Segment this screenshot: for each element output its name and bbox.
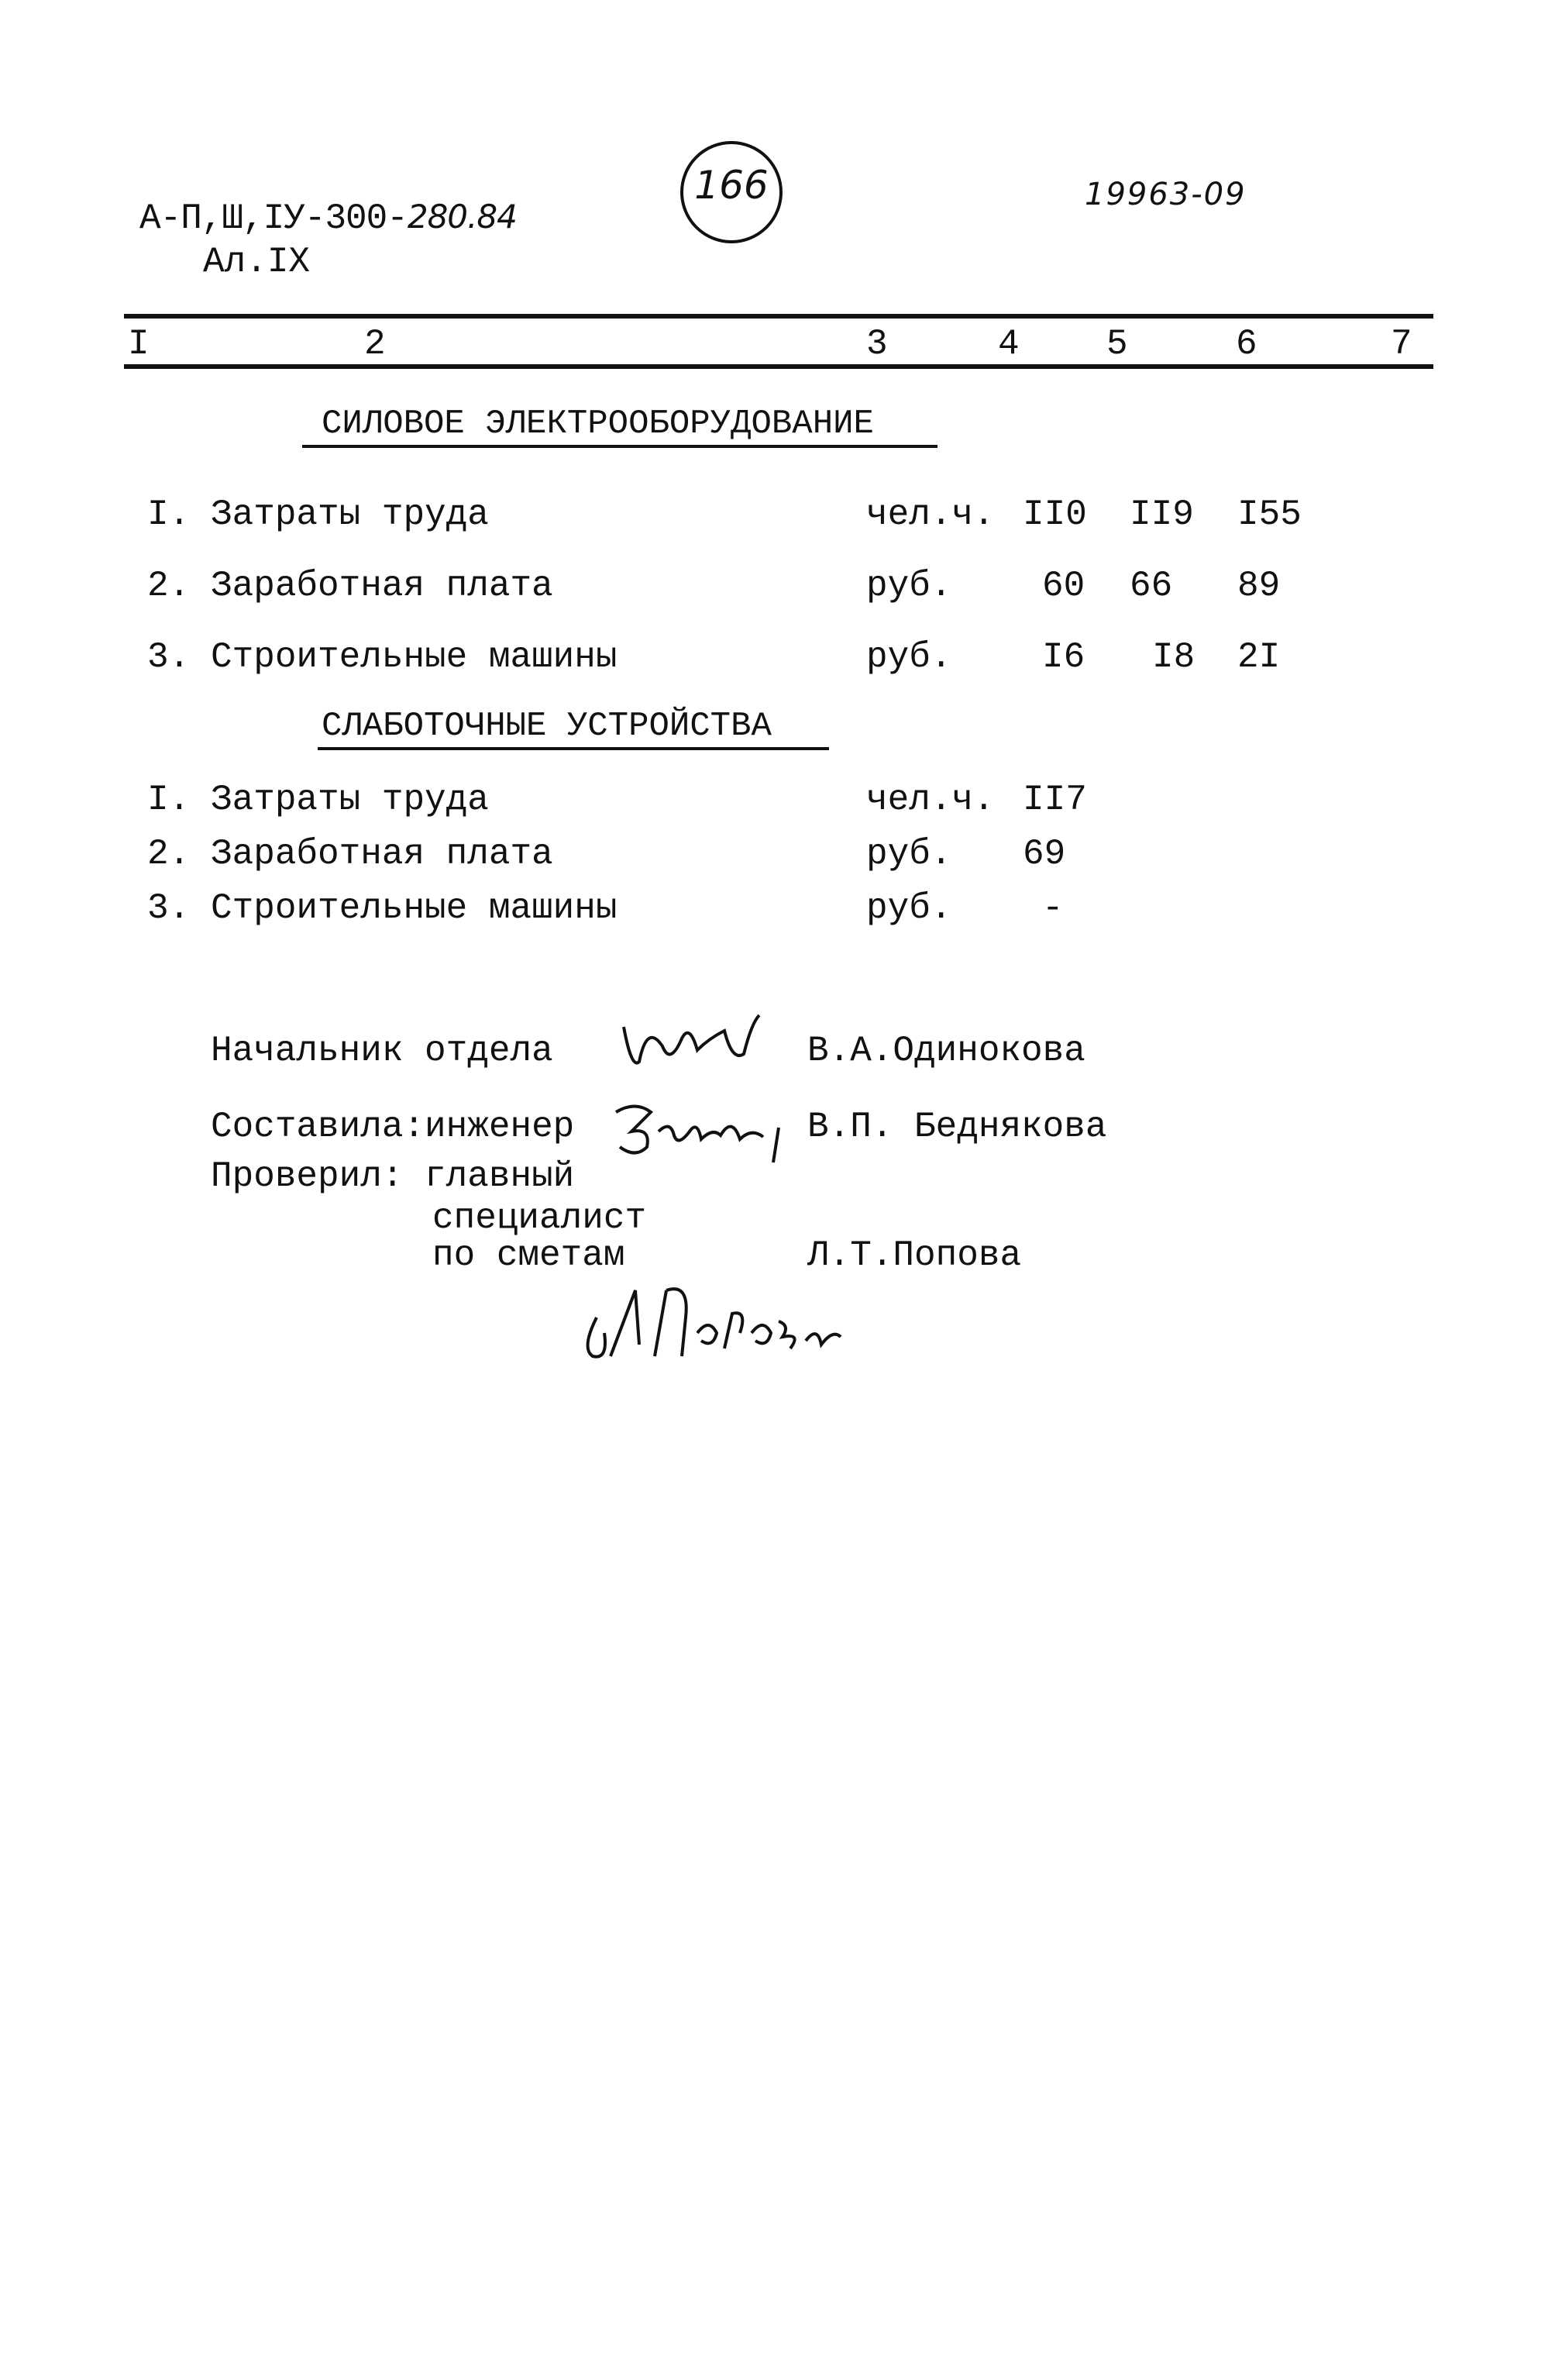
- column-number-4: 4: [998, 324, 1020, 364]
- checked-by-label: Проверил: главный: [211, 1156, 575, 1197]
- row-unit: руб.: [866, 637, 952, 677]
- head-of-department-name: В.А.Одинокова: [807, 1031, 1085, 1071]
- table-top-rule: [124, 314, 1433, 319]
- row-number: I.: [147, 494, 191, 535]
- document-code: [139, 198, 517, 239]
- row-number: 3.: [147, 637, 191, 677]
- row-name: Заработная плата: [211, 566, 553, 606]
- head-of-department-label: Начальник отдела: [211, 1031, 553, 1071]
- compiled-by-name: В.П. Беднякова: [807, 1107, 1107, 1147]
- checked-by-name: Л.Т.Попова: [807, 1235, 1022, 1276]
- compiled-by-label: Составила:инженер: [211, 1107, 575, 1147]
- section-title-underline: [302, 445, 937, 448]
- row-value-col5: 66: [1130, 566, 1173, 606]
- row-name: Затраты труда: [211, 780, 489, 820]
- row-name: Затраты труда: [211, 494, 489, 535]
- column-number-6: 6: [1236, 324, 1257, 364]
- row-value-col6: 2I: [1237, 637, 1281, 677]
- row-value-col4: -: [1042, 888, 1064, 928]
- registration-number: 19963-09: [1085, 177, 1247, 212]
- section-title-power: СИЛОВОЕ ЭЛЕКТРООБОРУДОВАНИЕ: [322, 405, 874, 443]
- row-value-col4: II7: [1023, 780, 1087, 820]
- row-number: 2.: [147, 566, 191, 606]
- column-number-7: 7: [1391, 324, 1412, 364]
- row-value-col5: II9: [1130, 494, 1194, 535]
- checked-by-label-line2: специалист: [432, 1198, 647, 1238]
- section-title-low-current: СЛАБОТОЧНЫЕ УСТРОЙСТВА: [322, 707, 772, 746]
- row-number: I.: [147, 780, 191, 820]
- page-number: 166: [694, 163, 769, 208]
- row-number: 3.: [147, 888, 191, 928]
- column-number-3: 3: [866, 324, 888, 364]
- row-name: Строительные машины: [211, 888, 618, 928]
- row-unit: чел.ч.: [866, 494, 995, 535]
- compiled-signature: [604, 1089, 790, 1174]
- row-value-col5: I8: [1152, 637, 1195, 677]
- row-value-col6: 89: [1237, 566, 1281, 606]
- head-signature: [608, 1007, 771, 1077]
- row-value-col4: 69: [1023, 834, 1066, 874]
- row-number: 2.: [147, 834, 191, 874]
- checked-signature: [573, 1271, 852, 1372]
- document-code-handwritten: 280.84: [407, 198, 517, 236]
- row-value-col4: 60: [1042, 566, 1085, 606]
- row-unit: руб.: [866, 834, 952, 874]
- document-sheet: Ал.IX: [203, 242, 311, 282]
- column-number-2: 2: [364, 324, 386, 364]
- section-title-underline: [318, 747, 829, 750]
- column-number-1: I: [128, 324, 150, 364]
- row-name: Заработная плата: [211, 834, 553, 874]
- row-unit: чел.ч.: [866, 780, 995, 820]
- row-value-col4: II0: [1023, 494, 1087, 535]
- row-unit: руб.: [866, 888, 952, 928]
- table-header-rule: [124, 364, 1433, 369]
- column-number-5: 5: [1106, 324, 1128, 364]
- row-value-col4: I6: [1042, 637, 1085, 677]
- row-value-col6: I55: [1237, 494, 1302, 535]
- checked-by-label-line3: по сметам: [432, 1235, 625, 1276]
- row-name: Строительные машины: [211, 637, 618, 677]
- row-unit: руб.: [866, 566, 952, 606]
- document-code-typed: А-П,Ш,IУ-300-: [139, 198, 408, 239]
